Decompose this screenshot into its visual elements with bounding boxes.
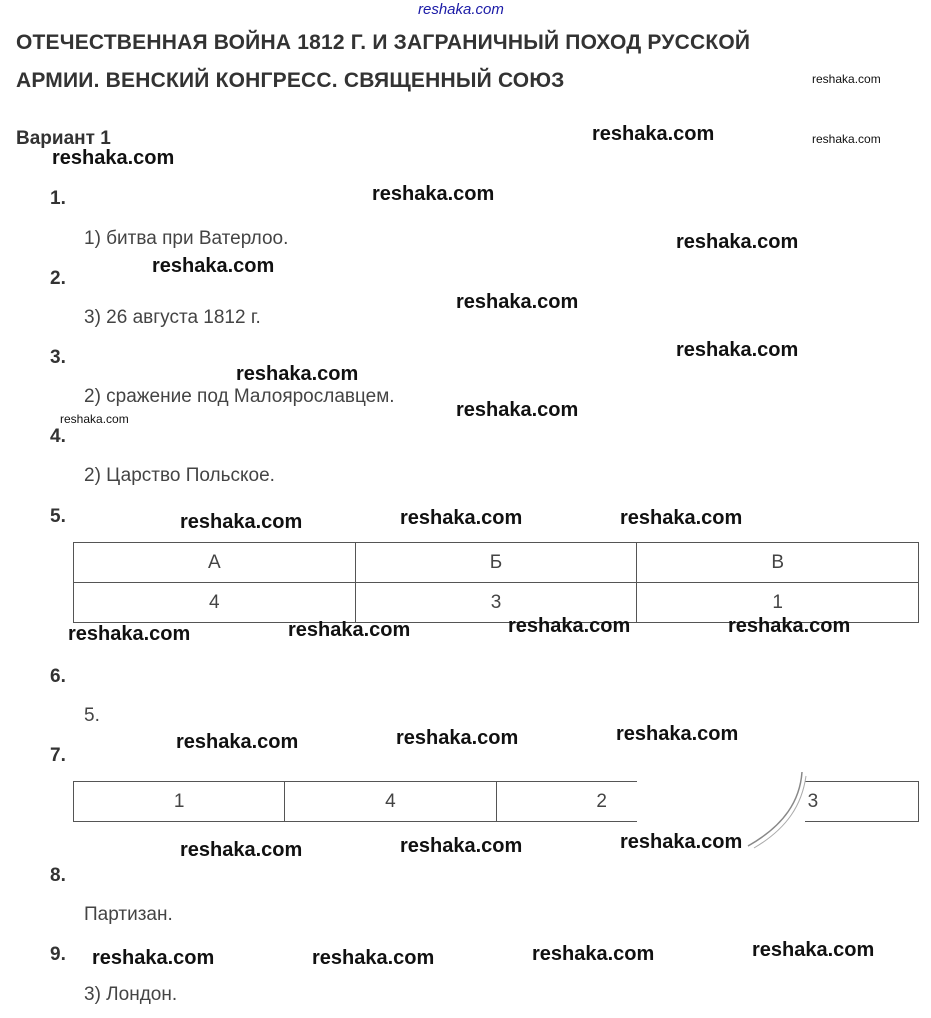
- table-header-cell: В: [637, 543, 919, 583]
- watermark: reshaka.com: [312, 947, 435, 969]
- question-number-5: 5.: [50, 506, 66, 527]
- answer-1: 1) битва при Ватерлоо.: [84, 228, 289, 249]
- watermark: reshaka.com: [620, 507, 743, 529]
- answer-6: 5.: [84, 705, 100, 726]
- watermark: reshaka.com: [176, 731, 299, 753]
- question-number-9: 9.: [50, 944, 66, 965]
- watermark: reshaka.com: [52, 147, 175, 169]
- watermark: reshaka.com: [68, 623, 191, 645]
- watermark: reshaka.com: [676, 231, 799, 253]
- watermark: reshaka.com: [752, 939, 875, 961]
- watermark: reshaka.com: [676, 339, 799, 361]
- watermark: reshaka.com: [508, 615, 631, 637]
- table-cell: 4: [285, 782, 496, 822]
- watermark: reshaka.com: [400, 835, 523, 857]
- question-number-4: 4.: [50, 426, 66, 447]
- watermark-small: reshaka.com: [812, 72, 881, 86]
- scratch-mark: [740, 770, 810, 850]
- table-cell: 3: [707, 782, 918, 822]
- watermark-small: reshaka.com: [812, 132, 881, 146]
- answer-table-5: [73, 542, 919, 623]
- watermark: reshaka.com: [728, 615, 851, 637]
- table-header-cell: А: [74, 543, 356, 583]
- answer-8: Партизан.: [84, 904, 173, 925]
- table-cell: 1: [74, 782, 285, 822]
- answer-3: 2) сражение под Малоярославцем.: [84, 386, 395, 407]
- watermark: reshaka.com: [372, 183, 495, 205]
- question-number-2: 2.: [50, 268, 66, 289]
- table-cell: 4: [74, 583, 356, 623]
- answer-9: 3) Лондон.: [84, 984, 178, 1005]
- watermark: reshaka.com: [396, 727, 519, 749]
- watermark: reshaka.com: [592, 123, 715, 145]
- page-title-line2: АРМИИ. ВЕНСКИЙ КОНГРЕСС. СВЯЩЕННЫЙ СОЮЗ: [16, 69, 565, 92]
- question-number-1: 1.: [50, 188, 66, 209]
- question-number-3: 3.: [50, 347, 66, 368]
- watermark: reshaka.com: [616, 723, 739, 745]
- watermark: reshaka.com: [180, 511, 303, 533]
- answer-4: 2) Царство Польское.: [84, 465, 275, 486]
- table-header-cell: Б: [355, 543, 637, 583]
- question-number-8: 8.: [50, 865, 66, 886]
- answer-2: 3) 26 августа 1812 г.: [84, 307, 261, 328]
- question-number-6: 6.: [50, 666, 66, 687]
- watermark: reshaka.com: [456, 399, 579, 421]
- watermark: reshaka.com: [620, 831, 743, 853]
- table-row: [74, 543, 919, 583]
- watermark: reshaka.com: [532, 943, 655, 965]
- table-cell: 3: [355, 583, 637, 623]
- watermark: reshaka.com: [236, 363, 359, 385]
- site-watermark-top: reshaka.com: [418, 1, 504, 18]
- watermark: reshaka.com: [400, 507, 523, 529]
- watermark: reshaka.com: [456, 291, 579, 313]
- table-cell: 1: [637, 583, 919, 623]
- question-number-7: 7.: [50, 745, 66, 766]
- watermark: reshaka.com: [288, 619, 411, 641]
- watermark: reshaka.com: [180, 839, 303, 861]
- watermark-small: reshaka.com: [60, 412, 129, 426]
- variant-heading: Вариант 1: [16, 128, 111, 149]
- watermark: reshaka.com: [92, 947, 215, 969]
- watermark: reshaka.com: [152, 255, 275, 277]
- table-cell: 2: [496, 782, 707, 822]
- page-title-line1: ОТЕЧЕСТВЕННАЯ ВОЙНА 1812 Г. И ЗАГРАНИЧНЫЙ ПОХОД РУССКОЙ: [16, 31, 751, 54]
